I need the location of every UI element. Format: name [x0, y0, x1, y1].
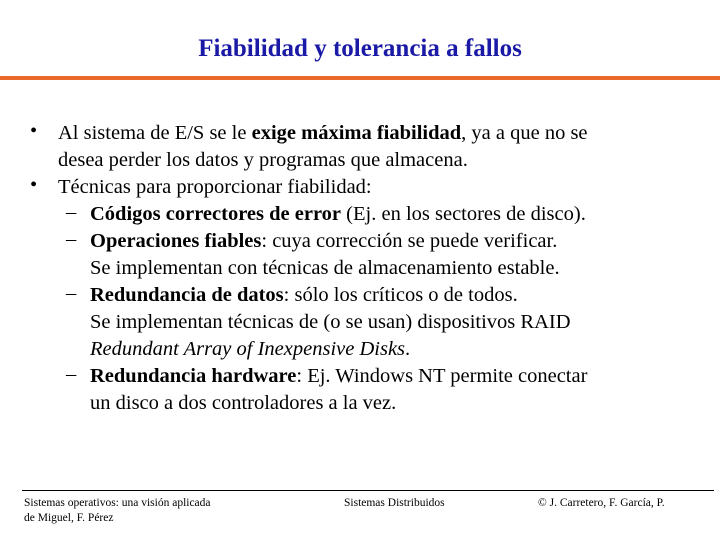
bullet-1-emphasis: exige máxima fiabilidad [251, 122, 462, 144]
sub-item-4-emphasis: Redundancia hardware [90, 365, 297, 387]
bullet-1-post: , ya a que no se [461, 122, 588, 144]
bullet-marker: • [30, 174, 38, 196]
sub-item-2-continuation: Se implementan con técnicas de almacenamiento estable. [90, 257, 560, 279]
footer-divider [22, 490, 714, 491]
raid-expansion: Redundant Array of Inexpensive Disks [90, 338, 406, 360]
title-divider [0, 76, 720, 80]
dash-marker: – [66, 282, 77, 304]
raid-expansion-period: . [405, 338, 411, 360]
sub-item-2-post: : cuya corrección se puede verificar. [261, 230, 558, 252]
slide-title: Fiabilidad y tolerancia a fallos [198, 35, 522, 62]
bullet-1-continuation: desea perder los datos y programas que almacena. [58, 149, 468, 171]
bullet-marker: • [30, 120, 38, 142]
footer-book-title: Sistemas operativos: una visión aplicada [24, 497, 211, 509]
sub-item-4 [90, 363, 587, 389]
sub-item-1-emphasis: Códigos correctores de error [90, 203, 342, 225]
dash-marker: – [66, 201, 77, 223]
bullet-1-pre: Al sistema de E/S se le [58, 122, 252, 144]
footer-course: Sistemas Distribuidos [344, 497, 445, 509]
sub-item-3 [90, 282, 518, 308]
dash-marker: – [66, 363, 77, 385]
footer-copyright: © J. Carretero, F. García, P. [538, 497, 665, 509]
sub-item-1-post: (Ej. en los sectores de disco). [341, 203, 586, 225]
sub-item-3-post: : sólo los críticos o de todos. [283, 284, 518, 306]
sub-item-3-continuation-1: Se implementan técnicas de (o se usan) dispositivos RAID [90, 311, 571, 333]
bullet-2-text: Técnicas para proporcionar fiabilidad: [58, 176, 372, 198]
sub-item-2 [90, 228, 557, 254]
sub-item-1 [90, 201, 586, 227]
bullet-1-text [58, 120, 588, 146]
sub-item-4-post: : Ej. Windows NT permite conectar [296, 365, 588, 387]
footer-authors: de Miguel, F. Pérez [24, 512, 114, 524]
sub-item-4-continuation: un disco a dos controladores a la vez. [90, 392, 397, 414]
sub-item-3-emphasis: Redundancia de datos [90, 284, 284, 306]
sub-item-3-continuation-2 [90, 336, 410, 362]
sub-item-2-emphasis: Operaciones fiables [90, 230, 262, 252]
dash-marker: – [66, 228, 77, 250]
